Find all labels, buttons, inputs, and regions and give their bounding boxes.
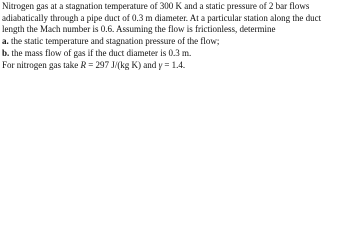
item-a-text: the static temperature and stagnation pressure of the flow;: [11, 36, 220, 47]
item-a-label: a.: [2, 36, 9, 47]
gas-constant-symbol: R: [80, 59, 86, 70]
gamma-symbol: γ: [158, 59, 163, 70]
problem-line-3: length the Mach number is 0.6. Assuming the flow is frictionless, determine: [2, 24, 276, 35]
constants-prefix: For nitrogen gas take: [2, 59, 81, 70]
problem-line-2: adiabatically through a pipe duct of 0.3 m diameter. At a particular station along the duct: [2, 12, 322, 23]
item-b-label: b.: [2, 47, 10, 58]
item-b-text: the mass flow of gas if the duct diameter is 0.3 m.: [11, 47, 192, 58]
problem-statement: [2, 1, 348, 71]
item-b: [2, 48, 348, 60]
item-a: [2, 36, 348, 48]
constants-note: [2, 60, 348, 72]
problem-line-1: Nitrogen gas at a stagnation temperature of 300 K and a static pressure of 2 bar flows: [2, 1, 310, 11]
gamma-value: = 1.4.: [162, 59, 186, 70]
gas-constant-value: = 297 J/(kg K) and: [85, 59, 159, 70]
